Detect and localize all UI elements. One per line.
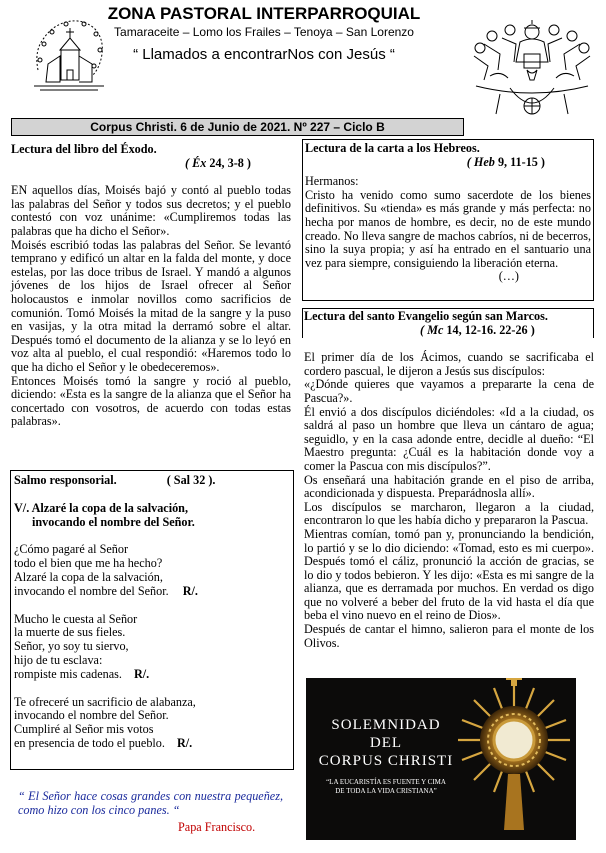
gospel-paragraph: Él envió a dos discípulos diciéndoles: «Id a la ciudad, os saldrá al paso un hombre que lleva un cántaro de agua; seguidlo, y en la casa adonde entre, decidle al dueño: “El Maestro pregunta: ¿Cuál es la habitación donde voy a comer la Pascua con mis discípulos?”.	[304, 404, 594, 473]
motto: “ Llamados a encontrarNos con Jesús “	[133, 46, 395, 63]
last-supper-illustration	[470, 14, 594, 122]
psalm-heading-row	[14, 474, 290, 488]
poster-line: DEL	[369, 735, 403, 751]
gospel-paragraph: Después de cantar el himno, salieron para el monte de los Olivos.	[304, 622, 594, 650]
psalm-box	[10, 470, 294, 770]
gospel-paragraph: «¿Dónde quieres que vayamos a prepararte la cena de Pascua?».	[304, 377, 594, 405]
gospel-paragraph: Os enseñará una habitación grande en el piso de arriba, acondicionada y dispuesta. Preparádnosla allí».	[304, 472, 594, 501]
first-reading-paragraph: EN aquellos días, Moisés bajó y contó al pueblo todas las palabras del Señor y todos sus decretos; y el pueblo contestó con voz unánime: «Cumpliremos todas las palabras que ha dicho el Señor».	[11, 183, 291, 238]
corpus-christi-poster	[306, 678, 576, 840]
first-reading-ref: ( Éx 24, 3-8 )	[184, 155, 251, 170]
psalm-stanza: Mucho le cuesta al Señor la muerte de sus fieles. Señor, yo soy tu siervo, hijo de tu esclava: rompiste mis cadenas. R/.	[14, 611, 150, 681]
poster-tagline: “LA EUCARISTÍA ES FUENTE Y CIMA	[326, 778, 446, 786]
poster-line: CORPUS CHRISTI	[318, 753, 454, 769]
psalm-response: V/. Alzaré la copa de la salvación,	[14, 500, 188, 515]
second-reading-heading: Lectura de la carta a los Hebreos.	[305, 141, 480, 155]
first-reading-heading: Lectura del libro del Éxodo.	[11, 142, 157, 156]
gospel-paragraph: El primer día de los Ácimos, cuando se sacrificaba el cordero pascual, le dijeron a Jesús sus discípulos:	[304, 350, 594, 378]
first-reading-paragraph: Entonces Moisés tomó la sangre y roció al pueblo, diciendo: «Esta es la sangre de la alianza que el Señor ha concertado con vosotros, de acuerdo con todas estas palabras».	[11, 373, 291, 429]
psalm-heading: Salmo responsorial.	[14, 473, 117, 487]
gospel-paragraph: Los discípulos se marcharon, llegaron a la ciudad, encontraron lo que les había dicho y prepararon la Pascua.	[304, 499, 594, 528]
quote-author: Papa Francisco.	[178, 820, 256, 834]
issue-bar: Corpus Christi. 6 de Junio de 2021. Nº 227 – Ciclo B	[11, 118, 464, 136]
poster-line: SOLEMNIDAD	[331, 717, 441, 733]
first-reading-paragraph: Moisés escribió todas las palabras del Señor. Se levantó temprano y edificó un altar en la falda del monte, y doce estelas, por las doce tribus de Israel. Y mandó a algunos jóvenes de los hijos de Israel ofrecer al Señor holocaustos e inmolar novillos como sacrificios de comunión. Tomó Moisés la mitad de la sangre y la puso en vasijas, y la otra mitad la derramó sobre el altar. Después tomó el documento de la alianza y se lo leyó en voz alta al pueblo, el cual respondió: «Haremos todo lo que ha dicho el Señor y le obedeceremos».	[11, 237, 291, 374]
second-reading-ref: ( Heb 9, 11-15 )	[466, 154, 545, 169]
second-reading-intro: Hermanos:	[305, 174, 359, 189]
psalm-stanza: Te ofreceré un sacrificio de alabanza, invocando el nombre del Señor. Cumpliré al Señor mis votos en presencia de todo el pueblo. R/.	[14, 694, 196, 750]
parishes-subtitle: Tamaraceite – Lomo los Frailes – Tenoya – San Lorenzo	[114, 25, 414, 39]
psalm-stanza: ¿Cómo pagaré al Señor todo el bien que me ha hecho? Alzaré la copa de la salvación, invocando el nombre del Señor. R/.	[14, 542, 198, 598]
second-reading-box	[302, 139, 594, 301]
gospel-box	[302, 308, 594, 670]
gospel-paragraph: Mientras comían, tomó pan y, pronunciando la bendición, lo partió y se lo dio diciendo: «Tomad, esto es mi cuerpo». Después tomó el cáliz, pronunció la acción de gracias, se lo dio y todos bebieron. Y les dijo: «Esta es mi sangre de la alianza, que es derramada por muchos. En verdad os digo que no volveré a beber del fruto de la vid hasta el día que beba el vino nuevo en el reino de Dios».	[304, 526, 594, 623]
second-reading-body: Cristo ha venido como sumo sacerdote de los bienes definitivos. Su «tienda» es más grande y más perfecta: no hecha por manos de hombre, es decir, no de este mundo creado. No lleva sangre de machos cabríos, ni de becerros, sino la suya propia; y así ha entrado en el santuario una vez para siempre, consiguiendo la liberación eterna.	[305, 187, 591, 270]
psalm-ref: ( Sal 32 ).	[166, 473, 216, 487]
page-title: ZONA PASTORAL INTERPARROQUIAL	[107, 4, 421, 23]
second-reading-ellipsis: (…)	[498, 269, 519, 284]
poster-tagline: DE TODA LA VIDA CRISTIANA”	[335, 787, 437, 795]
gospel-heading: Lectura del santo Evangelio según san Marcos.	[304, 309, 548, 323]
psalm-response: invocando el nombre del Señor.	[32, 514, 195, 529]
gospel-ref: ( Mc 14, 12-16. 22-26 )	[420, 322, 535, 337]
pope-quote: “ El Señor hace cosas grandes con nuestra pequeñez, como hizo con los cinco panes. “	[18, 789, 283, 817]
first-reading-box	[8, 141, 292, 463]
